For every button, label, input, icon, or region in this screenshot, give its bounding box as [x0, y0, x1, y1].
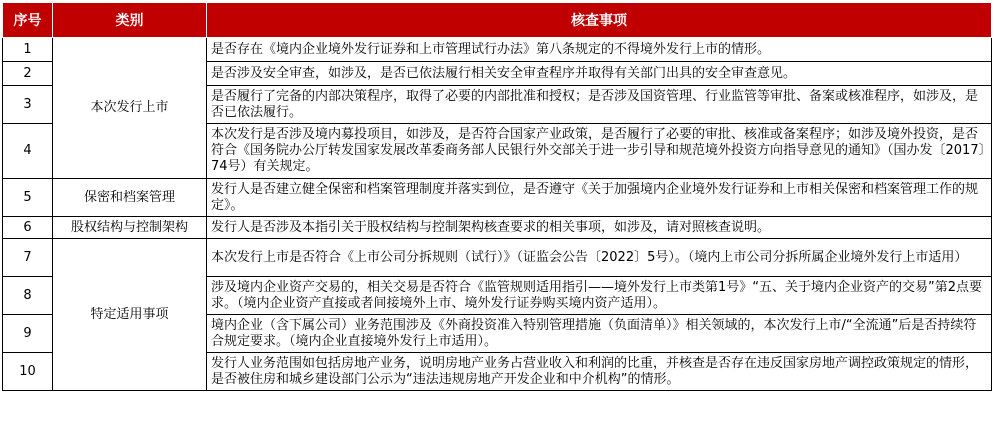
row-number: 10	[3, 353, 53, 391]
row-number: 1	[3, 38, 53, 62]
item-cell: 是否涉及安全审查，如涉及，是否已依法履行相关安全审查程序并取得有关部门出具的安全审查意见。	[207, 62, 992, 86]
row-number: 9	[3, 315, 53, 353]
item-cell: 发行人是否涉及本指引关于股权结构与控制架构核查要求的相关事项，如涉及，请对照核查说明。	[207, 217, 992, 239]
row-number: 4	[3, 124, 53, 179]
header-item: 核查事项	[207, 3, 992, 38]
table-row	[3, 239, 992, 277]
item-cell: 是否履行了完备的内部决策程序，取得了必要的内部批准和授权；是否涉及国资管理、行业监管等审批、备案或核准程序，如涉及，是否已依法履行。	[207, 86, 992, 124]
category-cell: 股权结构与控制架构	[53, 217, 207, 239]
item-cell: 发行人是否建立健全保密和档案管理制度并落实到位，是否遵守《关于加强境内企业境外发行证券和上市相关保密和档案管理工作的规定》。	[207, 179, 992, 217]
header-category: 类别	[53, 3, 207, 38]
row-number: 3	[3, 86, 53, 124]
row-number: 2	[3, 62, 53, 86]
row-number: 8	[3, 277, 53, 315]
table-row	[3, 38, 992, 62]
category-cell: 特定适用事项	[53, 239, 207, 391]
item-cell: 是否存在《境内企业境外发行证券和上市管理试行办法》第八条规定的不得境外发行上市的情形。	[207, 38, 992, 62]
category-cell: 本次发行上市	[53, 38, 207, 179]
row-number: 6	[3, 217, 53, 239]
table-row	[3, 179, 992, 217]
table-header-row	[3, 3, 992, 38]
category-cell: 保密和档案管理	[53, 179, 207, 217]
item-cell: 涉及境内企业资产交易的，相关交易是否符合《监管规则适用指引——境外发行上市类第1号》“五、关于境内企业资产的交易”第2点要求。（境内企业资产直接或者间接境外上市、境外发行证券购买境内资产适用）。	[207, 277, 992, 315]
row-number: 5	[3, 179, 53, 217]
item-cell: 本次发行上市是否符合《上市公司分拆规则（试行）》（证监会公告〔2022〕5号）。（境内上市公司分拆所属企业境外发行上市适用）	[207, 239, 992, 277]
item-cell: 境内企业（含下属公司）业务范围涉及《外商投资准入特别管理措施（负面清单）》相关领域的，本次发行上市/“全流通”后是否持续符合规定要求。（境内企业直接境外发行上市适用）。	[207, 315, 992, 353]
row-number: 7	[3, 239, 53, 277]
item-cell: 发行人业务范围如包括房地产业务，说明房地产业务占营业收入和利润的比重，并核查是否存在违反国家房地产调控政策规定的情形，是否被住房和城乡建设部门公示为“违法违规房地产开发企业和中介机构”的情形。	[207, 353, 992, 391]
verification-items-table	[2, 2, 992, 391]
table-row	[3, 217, 992, 239]
header-no: 序号	[3, 3, 53, 38]
item-cell: 本次发行是否涉及境内募投项目，如涉及，是否符合国家产业政策，是否履行了必要的审批、核准或备案程序；如涉及境外投资，是否符合《国务院办公厅转发国家发展改革委商务部人民银行外交部关于进一步引导和规范境外投资方向指导意见的通知》（国办发〔2017〕74号）有关规定。	[207, 124, 992, 179]
